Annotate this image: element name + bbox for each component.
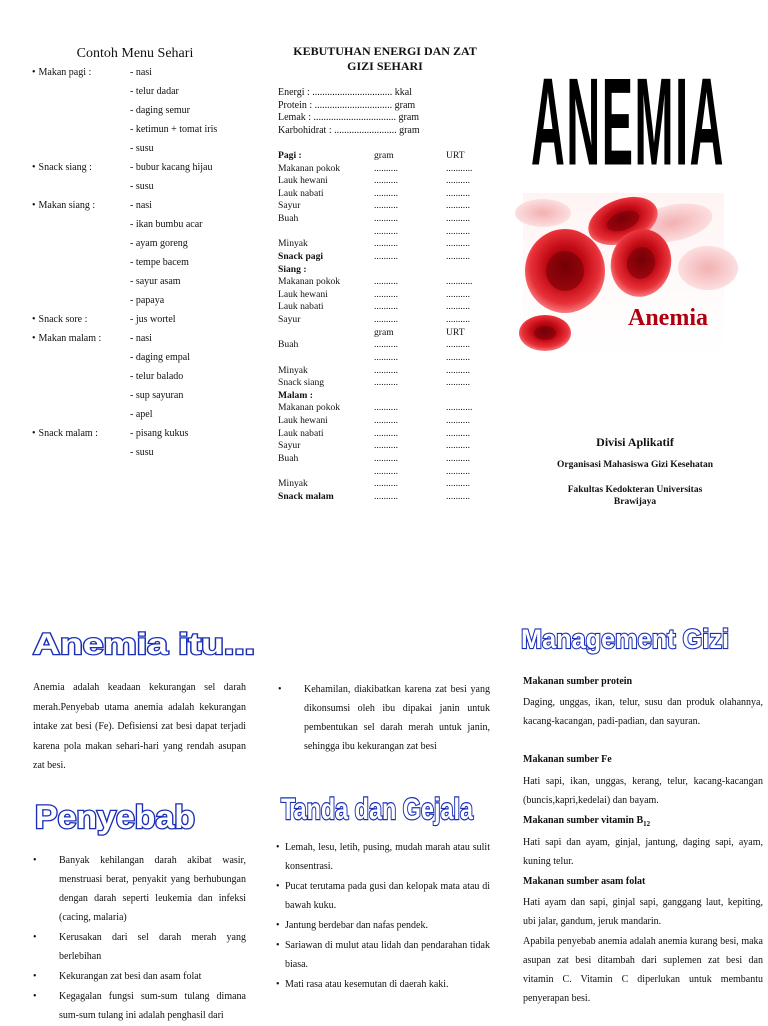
menu-food-item: - jus wortel bbox=[130, 314, 176, 325]
need-table-label: Lauk nabati bbox=[278, 427, 324, 439]
menu-row bbox=[30, 86, 270, 105]
need-table-gram: .......... bbox=[374, 187, 398, 199]
need-table-row bbox=[278, 251, 488, 264]
divisi-label: Divisi Aplikatif bbox=[596, 435, 674, 449]
need-table-urt: URT bbox=[446, 326, 465, 338]
heading-tanda-gejala-text: Tanda dan Gejala bbox=[281, 793, 474, 826]
need-table-urt: .......... bbox=[446, 364, 470, 376]
need-table-row bbox=[278, 264, 488, 277]
need-table-row bbox=[278, 402, 488, 415]
need-table-gram: .......... bbox=[374, 351, 398, 363]
menu-food-item: - nasi bbox=[130, 200, 152, 211]
blood-cell-blur bbox=[678, 246, 738, 290]
need-table-urt: .......... bbox=[446, 415, 470, 427]
need-line: Karbohidrat : ......................... gram bbox=[278, 124, 420, 136]
need-table-urt: .......... bbox=[446, 175, 470, 187]
gejala-list bbox=[276, 838, 490, 995]
b12-heading bbox=[523, 815, 650, 828]
menu-food-item: - ketimun + tomat iris bbox=[130, 124, 218, 135]
need-table-urt: URT bbox=[446, 150, 465, 161]
need-table-urt: .......... bbox=[446, 301, 470, 313]
closing-text: Apabila penyebab anemia adalah anemia kurang besi, maka asupan zat besi ditambah dari suplemen zat besi dan vitamin C. Vitamin C diperlukan untuk membantu penyerapan besi. bbox=[523, 936, 763, 1004]
need-table-row bbox=[278, 213, 488, 226]
folat-text: Hati ayam dan sapi, ginjal sapi, ganggang laut, kepiting, ubi jalar, gandum, jeruk mandarin. bbox=[523, 897, 763, 927]
organisasi-label: Organisasi Mahasiswa Gizi Kesehatan bbox=[557, 460, 713, 470]
need-table-row bbox=[278, 226, 488, 239]
bullet-icon: • bbox=[33, 971, 37, 982]
need-table-label: Lauk hewani bbox=[278, 175, 328, 187]
menu-food-item: - telur dadar bbox=[130, 86, 179, 97]
kebutuhan-title bbox=[270, 44, 500, 74]
menu-meal-label: • Makan pagi : bbox=[32, 67, 91, 78]
need-table-row bbox=[278, 491, 488, 504]
need-table-row bbox=[278, 466, 488, 479]
heading-anemia-itu bbox=[30, 622, 265, 662]
need-table-row bbox=[278, 188, 488, 201]
need-table-label: Minyak bbox=[278, 364, 308, 376]
need-table-row bbox=[278, 390, 488, 403]
menu-food-item: - telur balado bbox=[130, 371, 184, 382]
heading-management-text: Management Gizi bbox=[521, 624, 729, 654]
fakultas-label bbox=[530, 484, 740, 508]
b12-heading-text: Makanan sumber vitamin B bbox=[523, 815, 644, 826]
need-table-label: Sayur bbox=[278, 314, 301, 326]
heading-tanda-gejala bbox=[278, 785, 478, 830]
need-table-label: Lauk nabati bbox=[278, 187, 324, 199]
menu-food-item: - nasi bbox=[130, 333, 152, 344]
menu-row bbox=[30, 352, 270, 371]
fakultas-line1: Fakultas Kedokteran Universitas bbox=[567, 485, 703, 495]
need-line: Protein : ............................... gram bbox=[278, 99, 416, 111]
need-table-row bbox=[278, 428, 488, 441]
menu-row bbox=[30, 371, 270, 390]
need-table-label: Lauk nabati bbox=[278, 301, 324, 313]
need-table-label: Lauk hewani bbox=[278, 288, 328, 300]
menu-row bbox=[30, 143, 270, 162]
menu-meal-label: • Makan siang : bbox=[32, 200, 95, 211]
need-table-gram: .......... bbox=[374, 314, 398, 326]
menu-row bbox=[30, 238, 270, 257]
bullet-icon: • bbox=[276, 940, 280, 951]
need-table-urt: .......... bbox=[446, 440, 470, 452]
bullet-icon: • bbox=[276, 842, 280, 853]
need-table-urt: ........... bbox=[446, 276, 473, 288]
menu-food-item: - daging semur bbox=[130, 105, 190, 116]
need-table-gram: .......... bbox=[374, 427, 398, 439]
need-table-urt: .......... bbox=[446, 238, 470, 250]
list-item bbox=[276, 975, 490, 994]
menu-meal-label: • Snack siang : bbox=[32, 162, 92, 173]
fakultas-line2: Brawijaya bbox=[613, 497, 657, 507]
list-item bbox=[276, 936, 490, 974]
menu-row bbox=[30, 276, 270, 295]
heading-penyebab-text: Penyebab bbox=[35, 799, 195, 835]
need-line: Energi : ................................ kkal bbox=[278, 87, 412, 98]
need-table-gram: gram bbox=[374, 326, 394, 338]
list-item-text: Pucat terutama pada gusi dan kelopak mata atau di bawah kuku. bbox=[285, 881, 490, 911]
menu-row bbox=[30, 314, 270, 333]
need-table-row bbox=[278, 163, 488, 176]
need-table-gram: .......... bbox=[374, 415, 398, 427]
list-item-text: Kekurangan zat besi dan asam folat bbox=[59, 971, 202, 982]
list-item bbox=[33, 967, 246, 986]
need-table-label: Sayur bbox=[278, 200, 301, 212]
menu-meal-label: • Makan malam : bbox=[32, 333, 101, 344]
need-table-row bbox=[278, 289, 488, 302]
need-table-gram: .......... bbox=[374, 478, 398, 490]
need-table-urt: .......... bbox=[446, 377, 470, 389]
need-table-label: Minyak bbox=[278, 478, 308, 490]
menu-meal-label: • Snack sore : bbox=[32, 314, 87, 325]
menu-food-item: - sup sayuran bbox=[130, 390, 184, 401]
need-table-gram: .......... bbox=[374, 465, 398, 477]
anemia-image bbox=[523, 193, 724, 355]
heading-management bbox=[518, 618, 734, 658]
need-table-label: Snack pagi bbox=[278, 250, 324, 262]
need-table-gram: .......... bbox=[374, 301, 398, 313]
need-table-label: Siang : bbox=[278, 263, 307, 275]
menu-food-item: - susu bbox=[130, 143, 154, 154]
need-table-row bbox=[278, 238, 488, 251]
need-table-gram: .......... bbox=[374, 402, 398, 414]
need-table-label: Minyak bbox=[278, 238, 308, 250]
list-item-text: Jantung berdebar dan nafas pendek. bbox=[285, 920, 428, 931]
need-table-gram: .......... bbox=[374, 225, 398, 237]
need-table-row bbox=[278, 276, 488, 289]
need-table-row bbox=[278, 200, 488, 213]
need-table-row bbox=[278, 150, 488, 163]
need-table-row bbox=[278, 301, 488, 314]
need-table-row bbox=[278, 478, 488, 491]
menu-food-item: - bubur kacang hijau bbox=[130, 162, 213, 173]
bullet-icon: • bbox=[33, 932, 37, 943]
menu-row bbox=[30, 409, 270, 428]
menu-row bbox=[30, 181, 270, 200]
menu-food-item: - tempe bacem bbox=[130, 257, 189, 268]
need-table-gram: .......... bbox=[374, 250, 398, 262]
need-table-row bbox=[278, 339, 488, 352]
need-table-label: Snack malam bbox=[278, 490, 334, 502]
need-table-gram: .......... bbox=[374, 200, 398, 212]
need-table-gram: .......... bbox=[374, 339, 398, 351]
need-table-gram: .......... bbox=[374, 377, 398, 389]
menu-row bbox=[30, 105, 270, 124]
need-table-urt: ........... bbox=[446, 162, 473, 174]
fe-text: Hati sapi, ikan, unggas, kerang, telur, kacang-kacangan (buncis,kapri,kedelai) dan bayam. bbox=[523, 776, 763, 806]
need-table-urt: .......... bbox=[446, 200, 470, 212]
need-table-urt: .......... bbox=[446, 213, 470, 225]
need-table-row bbox=[278, 352, 488, 365]
need-table-urt: .......... bbox=[446, 490, 470, 502]
list-item bbox=[276, 877, 490, 915]
need-table-gram: .......... bbox=[374, 440, 398, 452]
need-table-label: Snack siang bbox=[278, 377, 325, 389]
menu-row bbox=[30, 333, 270, 352]
menu-food-item: - susu bbox=[130, 447, 154, 458]
heading-anemia-itu-text: Anemia itu... bbox=[33, 628, 255, 661]
need-table-gram: .......... bbox=[374, 162, 398, 174]
list-item-text: Kerusakan dari sel darah merah yang berlebihan bbox=[59, 932, 246, 962]
need-table-gram: .......... bbox=[374, 175, 398, 187]
menu-title: Contoh Menu Sehari bbox=[76, 46, 194, 61]
need-table-label: Buah bbox=[278, 452, 299, 464]
need-table-gram: .......... bbox=[374, 452, 398, 464]
menu-row bbox=[30, 447, 270, 466]
menu-food-item: - papaya bbox=[130, 295, 165, 306]
need-table-urt: .......... bbox=[446, 427, 470, 439]
menu-row bbox=[30, 200, 270, 219]
need-table-label: Buah bbox=[278, 339, 299, 351]
menu-row bbox=[30, 257, 270, 276]
list-item bbox=[276, 916, 490, 935]
heading-penyebab bbox=[32, 795, 202, 837]
bullet-icon: • bbox=[276, 920, 280, 931]
list-item bbox=[276, 838, 490, 876]
need-table-urt: .......... bbox=[446, 187, 470, 199]
anemia-definition: Anemia adalah keadaan kekurangan sel darah merah.Penyebab utama anemia adalah kekurangan intake zat besi (Fe). Defisiensi zat besi dapat terjadi karena pola makan sehari-hari yang rendah asupan zat besi. bbox=[33, 682, 246, 771]
fe-heading: Makanan sumber Fe bbox=[523, 754, 612, 765]
menu-food-item: - daging empal bbox=[130, 352, 190, 363]
bullet-icon: • bbox=[278, 684, 282, 695]
menu-food-item: - susu bbox=[130, 181, 154, 192]
need-table-gram: .......... bbox=[374, 213, 398, 225]
bullet-icon: • bbox=[276, 881, 280, 892]
need-table-urt: .......... bbox=[446, 314, 470, 326]
anemia-big-title-text: ANEMIA bbox=[531, 50, 725, 192]
need-table-label: Pagi : bbox=[278, 150, 302, 161]
penyebab-list bbox=[33, 851, 246, 1026]
anemia-big-title bbox=[528, 50, 728, 192]
need-table-urt: .......... bbox=[446, 288, 470, 300]
menu-food-item: - apel bbox=[130, 409, 153, 420]
list-item-text: Lemah, lesu, letih, pusing, mudah marah atau sulit konsentrasi. bbox=[285, 842, 490, 872]
menu-row bbox=[30, 124, 270, 143]
list-item-text: Kehamilan, diakibatkan karena zat besi yang dikonsumsi oleh ibu dipakai janin untuk pembentukan sel darah merah untuk janin, sehingga ibu kekurangan zat besi bbox=[304, 684, 490, 752]
list-item bbox=[33, 987, 246, 1025]
need-table-gram: .......... bbox=[374, 490, 398, 502]
need-table-gram: .......... bbox=[374, 238, 398, 250]
need-table-urt: .......... bbox=[446, 478, 470, 490]
kebutuhan-title-line2: GIZI SEHARI bbox=[347, 59, 423, 73]
need-table-gram: gram bbox=[374, 150, 394, 161]
menu-food-item: - ikan bumbu acar bbox=[130, 219, 203, 230]
list-item-text: Sariawan di mulut atau lidah dan pendarahan tidak biasa. bbox=[285, 940, 490, 970]
need-table-label: Sayur bbox=[278, 440, 301, 452]
need-table-row bbox=[278, 327, 488, 340]
bullet-icon: • bbox=[33, 991, 37, 1002]
list-item bbox=[33, 851, 246, 927]
b12-heading-sub: 12 bbox=[643, 820, 651, 828]
need-line: Lemak : ................................. gram bbox=[278, 112, 420, 123]
list-item-text: Kegagalan fungsi sum-sum tulang dimana sum-sum tulang ini adalah penghasil dari bbox=[59, 991, 246, 1021]
kehamilan-list bbox=[278, 680, 490, 756]
menu-food-item: - sayur asam bbox=[130, 276, 181, 287]
need-table-label: Buah bbox=[278, 213, 299, 225]
need-table-urt: ........... bbox=[446, 402, 473, 414]
kebutuhan-title-line1: KEBUTUHAN ENERGI DAN ZAT bbox=[293, 44, 477, 58]
bullet-icon: • bbox=[33, 855, 37, 866]
need-table-urt: .......... bbox=[446, 351, 470, 363]
menu-row bbox=[30, 162, 270, 181]
need-table-label: Makanan pokok bbox=[278, 402, 341, 414]
menu-row bbox=[30, 219, 270, 238]
need-table-urt: .......... bbox=[446, 452, 470, 464]
need-table-urt: .......... bbox=[446, 225, 470, 237]
menu-food-item: - nasi bbox=[130, 67, 152, 78]
need-table-row bbox=[278, 377, 488, 390]
anemia-image-label: Anemia bbox=[628, 305, 708, 331]
need-table-row bbox=[278, 453, 488, 466]
need-table-label: Lauk hewani bbox=[278, 415, 328, 427]
need-table-urt: .......... bbox=[446, 465, 470, 477]
need-table-gram: .......... bbox=[374, 288, 398, 300]
menu-food-item: - pisang kukus bbox=[130, 428, 189, 439]
need-table-row bbox=[278, 314, 488, 327]
need-table-label: Malam : bbox=[278, 389, 313, 401]
need-table-urt: .......... bbox=[446, 250, 470, 262]
need-table-urt: .......... bbox=[446, 339, 470, 351]
menu-row bbox=[30, 428, 270, 447]
need-table-label: Makanan pokok bbox=[278, 162, 341, 174]
list-item-text: Banyak kehilangan darah akibat wasir, menstruasi berat, penyakit yang berhubungan dengan darah seperti leukemia dan infeksi (cacing, malaria) bbox=[59, 855, 246, 923]
need-table-label: Makanan pokok bbox=[278, 276, 341, 288]
bullet-icon: • bbox=[276, 979, 280, 990]
menu-row bbox=[30, 67, 270, 86]
protein-heading: Makanan sumber protein bbox=[523, 676, 633, 687]
folat-heading: Makanan sumber asam folat bbox=[523, 876, 646, 887]
list-item bbox=[278, 680, 490, 756]
menu-meal-label: • Snack malam : bbox=[32, 428, 98, 439]
need-table-gram: .......... bbox=[374, 364, 398, 376]
menu-food-item: - ayam goreng bbox=[130, 238, 188, 249]
list-item bbox=[33, 928, 246, 966]
menu-row bbox=[30, 295, 270, 314]
menu-row bbox=[30, 390, 270, 409]
need-table-row bbox=[278, 415, 488, 428]
need-table-row bbox=[278, 175, 488, 188]
protein-text: Daging, unggas, ikan, telur, susu dan produk olahannya, kacang-kacangan, padi-padian, dan sayuran. bbox=[523, 697, 763, 727]
list-item-text: Mati rasa atau kesemutan di daerah kaki. bbox=[285, 979, 449, 990]
need-table-row bbox=[278, 365, 488, 378]
b12-text: Hati sapi dan ayam, ginjal, jantung, daging sapi, ayam, kuning telur. bbox=[523, 837, 763, 867]
need-table-gram: .......... bbox=[374, 276, 398, 288]
blood-cell-blur bbox=[515, 199, 571, 227]
need-table-row bbox=[278, 440, 488, 453]
